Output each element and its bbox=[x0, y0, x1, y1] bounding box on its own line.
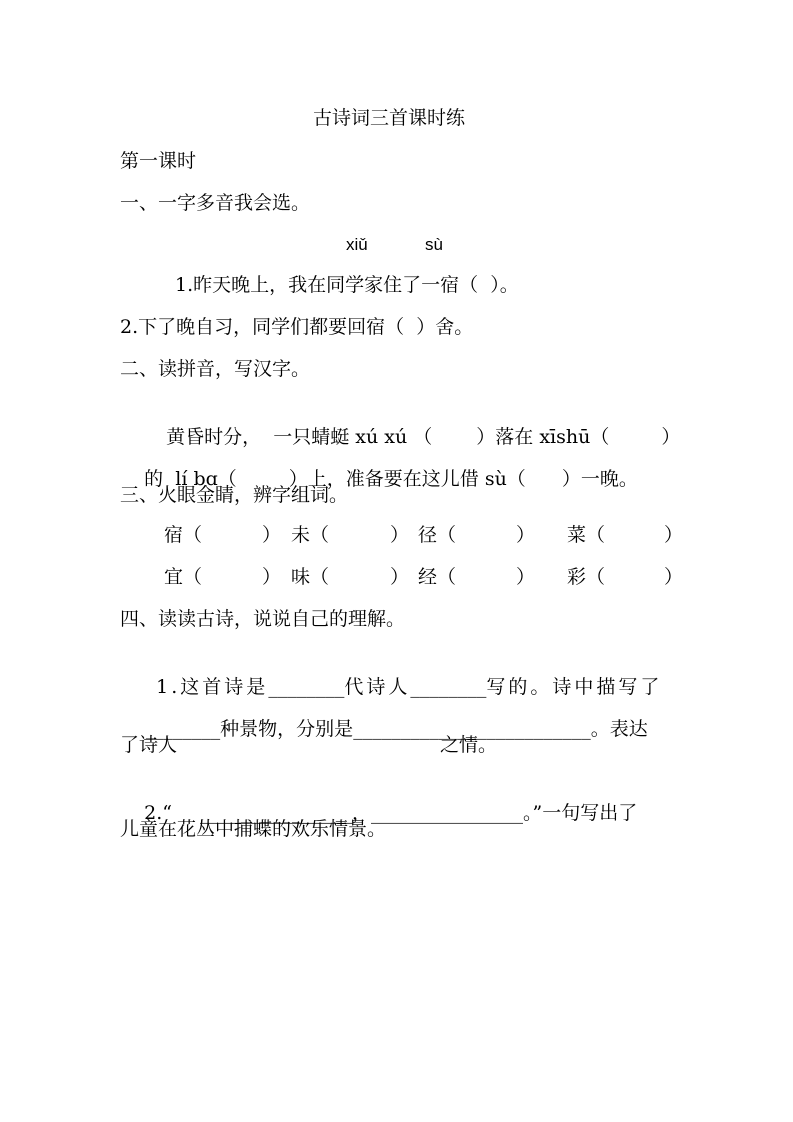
question-4-1-line-2 bbox=[120, 690, 648, 768]
q41-text-a: 1.这首诗是 bbox=[156, 676, 269, 698]
q41-text-e: 。表达 bbox=[590, 718, 648, 740]
word-cell-2-1: 宜（ bbox=[164, 566, 203, 588]
question-4-1-line-3-a: 了诗人 bbox=[120, 734, 178, 756]
pinyin-line-1-b: ）落在 xīshū（ bbox=[476, 426, 610, 448]
word-cell-1-3-close: ） bbox=[516, 524, 536, 546]
word-cell-2-3-close: ） bbox=[516, 566, 536, 588]
page-title: 古诗词三首课时练 bbox=[313, 107, 466, 129]
pinyin-line-1-c: ） bbox=[661, 426, 681, 448]
word-cell-2-4-close: ） bbox=[664, 566, 684, 588]
question-1-1: 1.昨天晚上，我在同学家住了一宿（ ）。 bbox=[175, 274, 519, 296]
q41-blank-1: ________ bbox=[268, 676, 345, 698]
section-2-heading: 二、读拼音，写汉字。 bbox=[120, 358, 311, 380]
q41-text-c: 写的。诗中描写了 bbox=[486, 676, 663, 698]
q42-text-a: 2.“ bbox=[144, 802, 173, 824]
word-cell-1-2-close: ） bbox=[390, 524, 410, 546]
question-4-1-line-3-b: 之情。 bbox=[440, 734, 498, 756]
pinyin-xiu: xiǔ bbox=[346, 235, 368, 254]
section-3-heading: 三、火眼金睛，辨字组词。 bbox=[120, 484, 349, 506]
pinyin-line-2-a: 的 lí bɑ（ bbox=[144, 468, 237, 490]
q41-blank-2: ________ bbox=[410, 676, 487, 698]
pinyin-line-1-a: 黄昏时分， 一只蜻蜓 xú xú （ bbox=[166, 426, 433, 448]
question-4-2-line-2: 儿童在花丛中捕蝶的欢乐情景。 bbox=[120, 818, 387, 840]
pinyin-su: sù bbox=[425, 235, 443, 254]
q41-text-d: 种景物，分别是 bbox=[220, 718, 354, 740]
word-cell-2-3: 经（ bbox=[418, 566, 457, 588]
word-cell-1-1-close: ） bbox=[262, 524, 282, 546]
word-cell-1-4-close: ） bbox=[664, 524, 684, 546]
q41-blank-4: _________________________ bbox=[353, 718, 591, 740]
lesson-label: 第一课时 bbox=[120, 150, 197, 172]
q42-comma: ， bbox=[352, 802, 372, 824]
word-cell-2-1-close: ） bbox=[262, 566, 282, 588]
section-4-heading: 四、读读古诗，说说自己的理解。 bbox=[120, 608, 406, 630]
q41-blank-3: ________ bbox=[144, 718, 221, 740]
word-cell-2-2-close: ） bbox=[390, 566, 410, 588]
q42-blank-2: ________________ bbox=[371, 802, 524, 824]
word-cell-1-4: 菜（ bbox=[567, 524, 606, 546]
pinyin-line-2-b: ）上，准备要在这儿借 sù（ bbox=[288, 468, 526, 490]
section-1-heading: 一、一字多音我会选。 bbox=[120, 192, 311, 214]
word-cell-1-1: 宿（ bbox=[164, 524, 203, 546]
word-cell-2-4: 彩（ bbox=[567, 566, 606, 588]
word-cell-1-3: 径（ bbox=[418, 524, 457, 546]
word-cell-1-2: 未（ bbox=[291, 524, 330, 546]
q42-blank-1: ________________ bbox=[200, 802, 353, 824]
q41-text-b: 代诗人 bbox=[344, 676, 411, 698]
word-cell-2-2: 味（ bbox=[291, 566, 330, 588]
question-1-2: 2.下了晚自习，同学们都要回宿（ ）舍。 bbox=[120, 316, 474, 338]
q42-text-b: 。”一句写出了 bbox=[523, 802, 638, 824]
pinyin-line-2-c: ）一晚。 bbox=[561, 468, 638, 490]
